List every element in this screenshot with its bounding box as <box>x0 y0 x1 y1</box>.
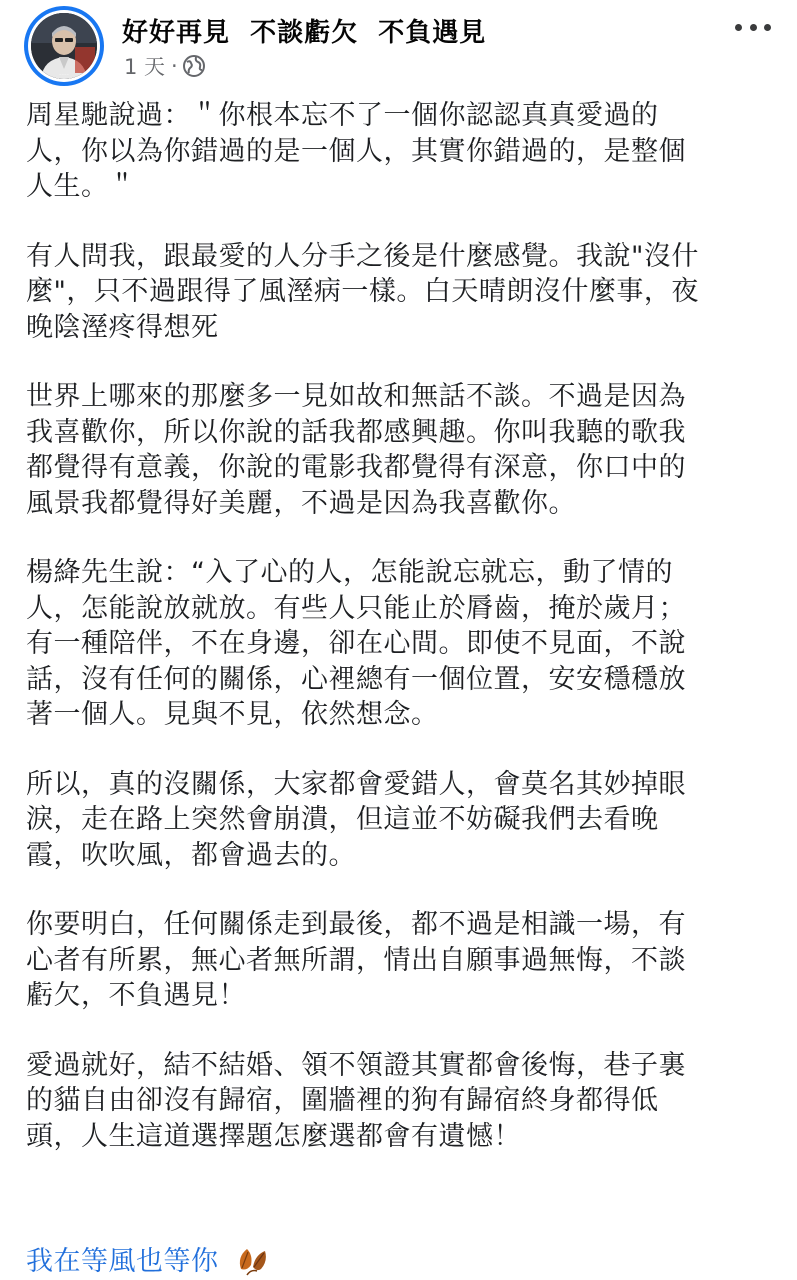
person-photo-icon <box>31 13 97 79</box>
text-line: 有一種陪伴，不在身邊，卻在心間。即使不見面，不說 <box>26 628 686 659</box>
post-paragraph <box>26 98 774 205</box>
text-line: 麼"，只不過跟得了風溼病一樣。白天晴朗沒什麼事，夜 <box>26 276 699 307</box>
fallen-leaf-icon <box>233 1239 271 1277</box>
svg-text:~~~~: ~~~~ <box>58 72 70 76</box>
text-line: 人，你以為你錯過的是一個人，其實你錯過的，是整個 <box>26 135 686 167</box>
post-paragraph <box>26 767 774 874</box>
meta-separator: · <box>171 54 178 78</box>
text-line: 都覺得有意義，你說的電影我都覺得有深意，你口中的 <box>26 452 686 483</box>
post-body <box>26 98 774 1188</box>
text-line: 話，沒有任何的關係，心裡總有一個位置，安安穩穩放 <box>26 663 686 695</box>
text-line: 淚，走在路上突然會崩潰，但這並不妨礙我們去看晚 <box>26 804 659 835</box>
post-paragraph <box>26 1048 774 1155</box>
text-line: 晚陰溼疼得想死 <box>26 311 219 343</box>
text-line: 楊絳先生說：“入了心的人，怎能說忘就忘，動了情的 <box>26 557 673 588</box>
text-line: 霞，吹吹風，都會過去的。 <box>26 839 356 871</box>
text-line: 人生。＂ <box>26 171 136 202</box>
post-meta <box>124 52 206 80</box>
post-paragraph <box>26 239 774 346</box>
text-line: 世界上哪來的那麼多一見如故和無話不談。不過是因為 <box>26 381 686 412</box>
avatar-photo <box>31 13 97 79</box>
post-time[interactable]: 1 天 <box>124 55 166 79</box>
text-line: 周星馳說過：＂你根本忘不了一個你認認真真愛過的 <box>26 100 659 131</box>
text-line: 有人問我，跟最愛的人分手之後是什麼感覺。我說"沒什 <box>26 240 699 272</box>
more-dots-icon[interactable] <box>735 20 771 34</box>
avatar[interactable] <box>24 6 104 86</box>
text-line: 我喜歡你，所以你說的話我都感興趣。你叫我聽的歌我 <box>26 416 686 448</box>
page-name[interactable]: 好好再見 不談虧欠 不負遇見 <box>122 18 487 48</box>
closing-line <box>26 1238 271 1278</box>
text-line: 所以，真的沒關係，大家都會愛錯人，會莫名其妙掉眼 <box>26 768 686 800</box>
text-line: 你要明白，任何關係走到最後，都不過是相識一場，有 <box>26 909 686 940</box>
post-paragraph <box>26 555 774 733</box>
globe-icon[interactable] <box>182 54 206 78</box>
post-paragraph <box>26 907 774 1014</box>
closing-text[interactable]: 我在等風也等你 <box>26 1245 219 1277</box>
text-line: 虧欠，不負遇見！ <box>26 980 246 1011</box>
post-paragraph <box>26 379 774 521</box>
text-line: 著一個人。見與不見，依然想念。 <box>26 699 439 730</box>
text-line: 愛過就好，結不結婚、領不領證其實都會後悔，巷子裏 <box>26 1049 686 1081</box>
text-line: 的貓自由卻沒有歸宿，圍牆裡的狗有歸宿終身都得低 <box>26 1085 659 1116</box>
text-line: 頭，人生這道選擇題怎麼選都會有遺憾！ <box>26 1120 521 1152</box>
text-line: 風景我都覺得好美麗，不過是因為我喜歡你。 <box>26 487 576 519</box>
post-header <box>0 0 797 92</box>
text-line: 心者有所累，無心者無所謂，情出自願事過無悔，不談 <box>26 944 686 976</box>
text-line: 人，怎能說放就放。有些人只能止於脣齒，掩於歲月； <box>26 592 686 624</box>
